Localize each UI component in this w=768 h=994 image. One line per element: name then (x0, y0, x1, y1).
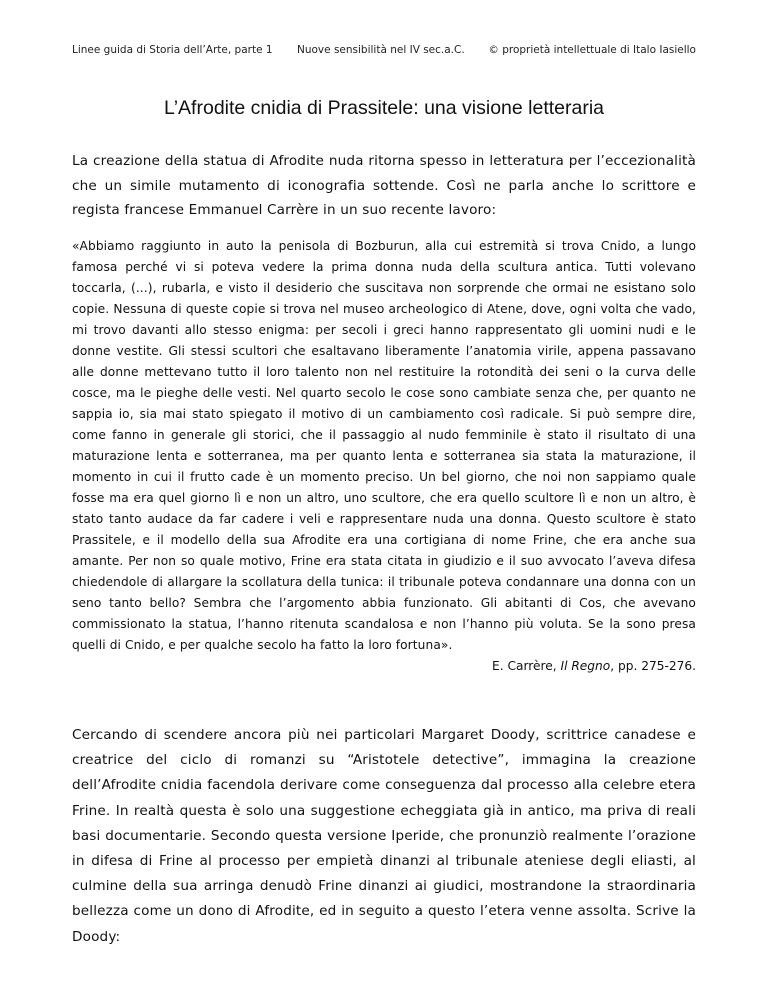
citation-pages: , pp. 275-276. (610, 659, 696, 673)
header-left: Linee guida di Storia dell’Arte, parte 1 (72, 44, 273, 56)
citation-work: Il Regno (560, 659, 611, 673)
page-title: L’Afrodite cnidia di Prassitele: una visione letteraria (163, 97, 605, 119)
header-right: © proprietà intellettuale di Italo Iasiello (488, 44, 696, 56)
running-header (72, 44, 696, 58)
citation-author: E. Carrère, (492, 659, 561, 673)
quote-paragraph: «Abbiamo raggiunto in auto la penisola di Bozburun, alla cui estremità si trova Cnido, a lungo famosa perché vi si poteva vedere la prima donna nuda della scultura antica. Tutti volevano toccarla, (...), rubarla, e visto il desiderio che suscitava non sorprende che ormai ne esistano solo copie. Nessuna di queste copie si trova nel museo archeologico di Atene, dove, ogni volta che vado, mi trovo davanti allo stesso enigma: per secoli i greci hanno rappresentato gli uomini nudi e le donne vestite. Gli stessi scultori che esaltavano liberamente l’anatomia virile, appena passavano alle donne mettevano tutto il loro talento non nel restituire la rotondità dei seni o la curva delle cosce, ma le pieghe delle vesti. Nel quarto secolo le cose sono cambiate senza che, per quanto ne sappia io, sia mai stato spiegato il motivo di un cambiamento così radicale. Si può sempre dire, come fanno in generale gli storici, che il passaggio al nudo femminile è stato il risultato di una maturazione lenta e sotterranea, ma per quanto lenta e sotterranea sia stata la maturazione, il momento in cui il frutto cade è un momento preciso. Un bel giorno, che noi non sappiamo quale fosse ma era quel giorno lì e non un altro, uno scultore, che era quello scultore lì e non un altro, è stato tanto audace da far cadere i veli e rappresentare nuda una donna. Questo scultore è stato Prassitele, e il modello della sua Afrodite era una cortigiana di nome Frine, che era anche sua amante. Per non so quale motivo, Frine era stata citata in giudizio e il suo avvocato l’aveva difesa chiedendole di allargare la scollatura della tunica: il tribunale poteva condannare una donna con un seno tanto bello? Sembra che l’argomento abbia funzionato. Gli abitanti di Cos, che avevano commissionato la statua, l’hanno ritenuta scandalosa e non l’hanno più voluta. Se la sono presa quelli di Cnido, e per qualche secolo ha fatto la loro fortuna». (72, 239, 696, 652)
header-center: Nuove sensibilità nel IV sec.a.C. (297, 44, 465, 56)
quote-citation (492, 656, 696, 677)
body-paragraph: Cercando di scendere ancora più nei particolari Margaret Doody, scrittrice canadese e creatrice del ciclo di romanzi su “Aristotele detective”, immagina la creazione dell’Afrodite cnidia facendola derivare come conseguenza dal processo alla celebre etera Frine. In realtà questa è solo una suggestione echeggiata già in antico, ma priva di reali basi documentarie. Secondo questa versione Iperide, che pronunziò realmente l’orazione in difesa di Frine al processo per empietà dinanzi al tribunale ateniese degli eliasti, al culmine della sua arringa denudò Frine dinanzi ai giudici, mostrandone la straordinaria bellezza come un dono di Afrodite, ed in seguito a questo l’etera venne assolta. Scrive la Doody: (72, 727, 696, 945)
intro-paragraph: La creazione della statua di Afrodite nuda ritorna spesso in letteratura per l’eccezionalità che un simile mutamento di iconografia sottende. Così ne parla anche lo scrittore e regista francese Emmanuel Carrère in un suo recente lavoro: (72, 153, 696, 218)
